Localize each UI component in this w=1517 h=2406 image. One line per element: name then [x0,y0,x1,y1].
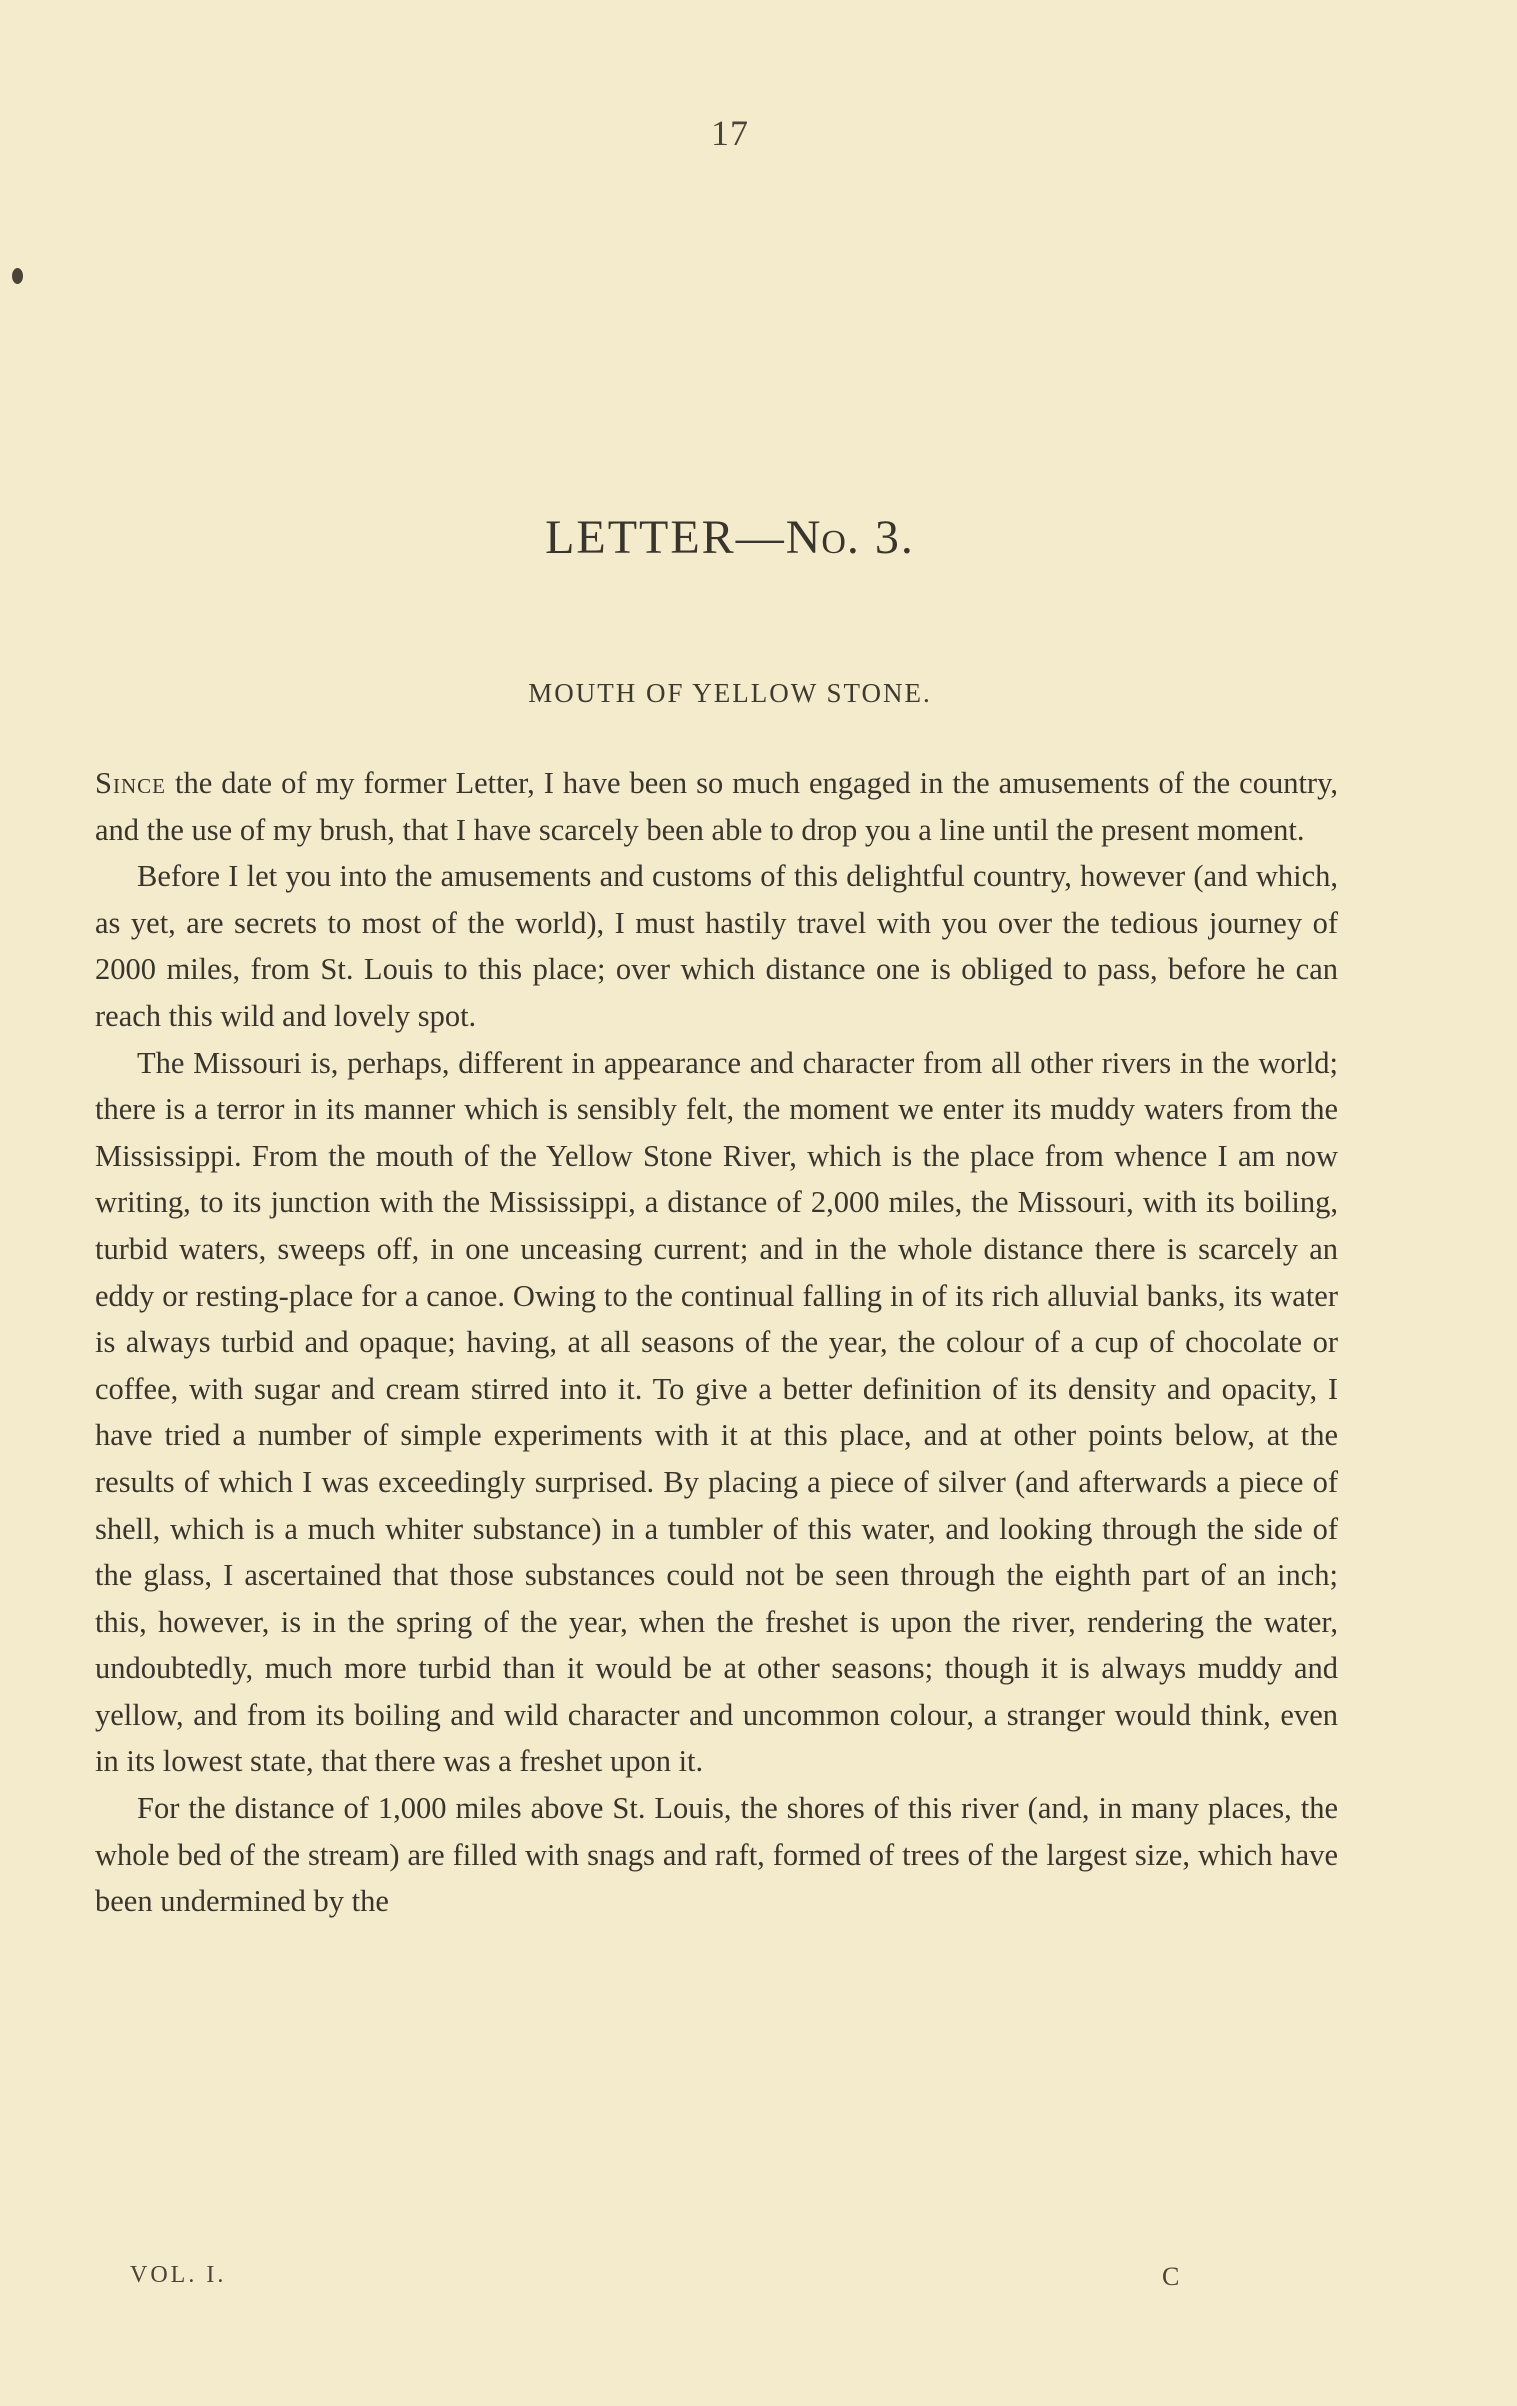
letter-heading-no: No [785,511,847,564]
page-number: 17 [711,113,749,153]
body-text [95,760,1338,1925]
paragraph-3: The Missouri is, perhaps, different in appearance and character from all other rivers in the world; there is a terror in its manner which is sensibly felt, the moment we enter its muddy waters from the Mississippi. From the mouth of the Yellow Stone River, which is the place from whence I am now writing, to its junction with the Mississippi, a distance of 2,000 miles, the Missouri, with its boiling, turbid waters, sweeps off, in one unceasing current; and in the whole distance there is scarcely an eddy or resting-place for a canoe. Owing to the continual falling in of its rich alluvial banks, its water is always turbid and opaque; having, at all seasons of the year, the colour of a cup of chocolate or coffee, with sugar and cream stirred into it. To give a better definition of its density and opacity, I have tried a number of simple experiments with it at this place, and at other points below, at the results of which I was exceedingly surprised. By placing a piece of silver (and afterwards a piece of shell, which is a much whiter substance) in a tumbler of this water, and looking through the side of the glass, I ascertained that those substances could not be seen through the eighth part of an inch; this, however, is in the spring of the year, when the freshet is upon the river, rendering the water, undoubtedly, much more turbid than it would be at other seasons; though it is always muddy and yellow, and from its boiling and wild character and uncommon colour, a stranger would think, even in its lowest state, that there was a freshet upon it. [95,1045,1338,1779]
signature-mark: C [1162,2262,1183,2291]
paragraph-lead: Since [95,766,166,800]
letter-heading-word: LETTER— [545,511,786,564]
letter-heading [0,510,1460,565]
paragraph-text: the date of my former Letter, I have been so much engaged in the amusements of the country, and the use of my brush, that I have scarcely been able to drop you a line until the present moment. [95,766,1338,847]
paragraph-2: Before I let you into the amusements and customs of this delightful country, however (and which, as yet, are secrets to most of the world), I must hastily travel with you over the tedious journey of 2000 miles, from St. Louis to this place; over which distance one is obliged to pass, before he can reach this wild and lovely spot. [95,859,1338,1033]
paragraph-4: For the distance of 1,000 miles above St. Louis, the shores of this river (and, in many places, the whole bed of the stream) are filled with snags and raft, formed of trees of the largest size, which have been undermined by the [95,1791,1338,1919]
paragraph-1 [95,760,1338,853]
location-subheading: MOUTH OF YELLOW STONE. [528,678,932,708]
volume-label: VOL. I. [130,2262,227,2288]
page-footer [130,2262,1183,2291]
letter-heading-number: . 3. [846,511,915,564]
ink-speck [12,268,23,284]
